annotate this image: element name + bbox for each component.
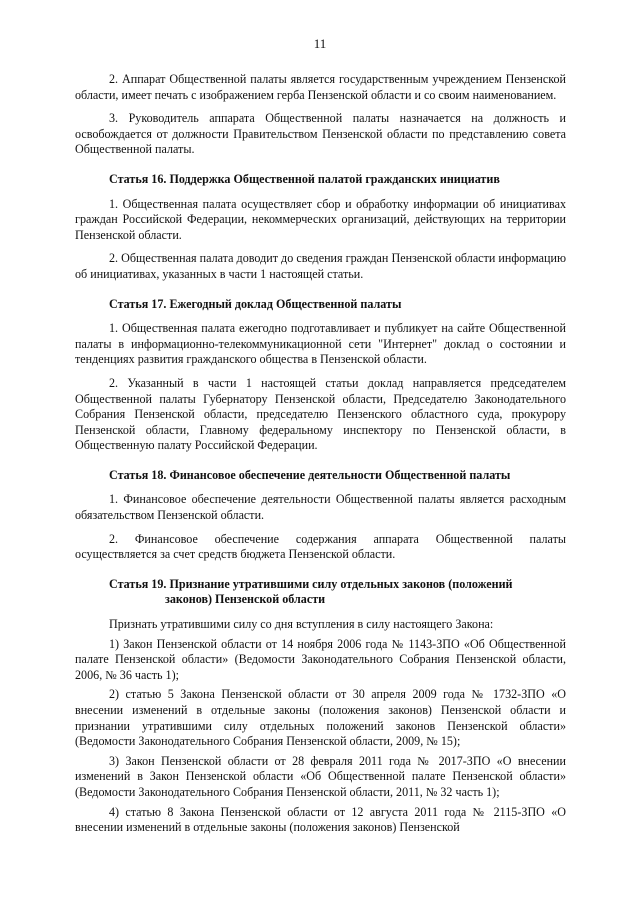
paragraph-18-1: 1. Финансовое обеспечение деятельности Общественной палаты является расходным обязательством Пензенской области. bbox=[75, 492, 566, 523]
article-16-heading: Статья 16. Поддержка Общественной палатой гражданских инициатив bbox=[109, 171, 500, 186]
document-body bbox=[75, 72, 566, 840]
article-18-heading: Статья 18. Финансовое обеспечение деятельности Общественной палаты bbox=[109, 467, 511, 482]
paragraph-15-3: 3. Руководитель аппарата Общественной палаты назначается на должность и освобождается от должности Правительством Пензенской области по представлению совета Общественной палаты. bbox=[75, 111, 566, 157]
article-19-heading bbox=[75, 577, 566, 608]
article-19-heading-line2: законов) Пензенской области bbox=[165, 592, 326, 607]
paragraph-19-item-2: 2) статью 5 Закона Пензенской области от 30 апреля 2009 года № 1732-ЗПО «О внесении изменений в отдельные законы (положения законов) Пензенской области и признании утратившими силу отдельных положений законов Пензенской области» (Ведомости Законодательного Собрания Пензенской области, 2009, № 15); bbox=[75, 687, 566, 749]
article-19-heading-line1: Статья 19. Признание утратившими силу отдельных законов (положений bbox=[109, 576, 513, 591]
paragraph-19-item-1: 1) Закон Пензенской области от 14 ноября 2006 года № 1143-ЗПО «Об Общественной палате Пензенской области» (Ведомости Законодательного Собрания Пензенской области, 2006, № 36 часть 1); bbox=[75, 636, 566, 682]
paragraph-16-2: 2. Общественная палата доводит до сведения граждан Пензенской области информацию об инициативах, указанных в части 1 настоящей статьи. bbox=[75, 251, 566, 281]
paragraph-17-2: 2. Указанный в части 1 настоящей статьи доклад направляется председателем Общественной палаты Губернатору Пензенской области, Председателю Законодательного Собрания Пензенской области, председателю Пензенского областного суда, прокурору Пензенской области, Главному федеральному инспектору по Пензенской области, в Общественную палату Российской Федерации. bbox=[75, 375, 566, 453]
paragraph-15-2: 2. Аппарат Общественной палаты является государственным учреждением Пензенской области, имеет печать с изображением герба Пензенской области и со своим наименованием. bbox=[75, 72, 566, 102]
paragraph-18-2: 2. Финансовое обеспечение содержания аппарата Общественной палаты осуществляется за счет средств бюджета Пензенской области. bbox=[75, 531, 566, 562]
paragraph-19-intro: Признать утратившими силу со дня вступления в силу настоящего Закона: bbox=[109, 617, 494, 632]
paragraph-17-1: 1. Общественная палата ежегодно подготавливает и публикует на сайте Общественной палаты в информационно-телекоммуникационной сети "Интернет" доклад о состоянии и тенденциях развития гражданского общества в Пензенской области. bbox=[75, 321, 566, 367]
page-number: 11 bbox=[313, 36, 327, 51]
paragraph-19-item-4: 4) статью 8 Закона Пензенской области от 12 августа 2011 года № 2115-ЗПО «О внесении изменений в отдельные законы (положения законов) Пензенской bbox=[75, 804, 566, 835]
paragraph-16-1: 1. Общественная палата осуществляет сбор и обработку информации об инициативах граждан Российской Федерации, некоммерческих организаций, действующих на территории Пензенской области. bbox=[75, 196, 566, 242]
article-17-heading: Статья 17. Ежегодный доклад Общественной палаты bbox=[109, 296, 402, 311]
paragraph-19-item-3: 3) Закон Пензенской области от 28 февраля 2011 года № 2017-ЗПО «О внесении изменений в Закон Пензенской области «Об Общественной палате Пензенской области» (Ведомости Законодательного Собрания Пензенской области, 2011, № 32 часть 1); bbox=[75, 753, 566, 799]
